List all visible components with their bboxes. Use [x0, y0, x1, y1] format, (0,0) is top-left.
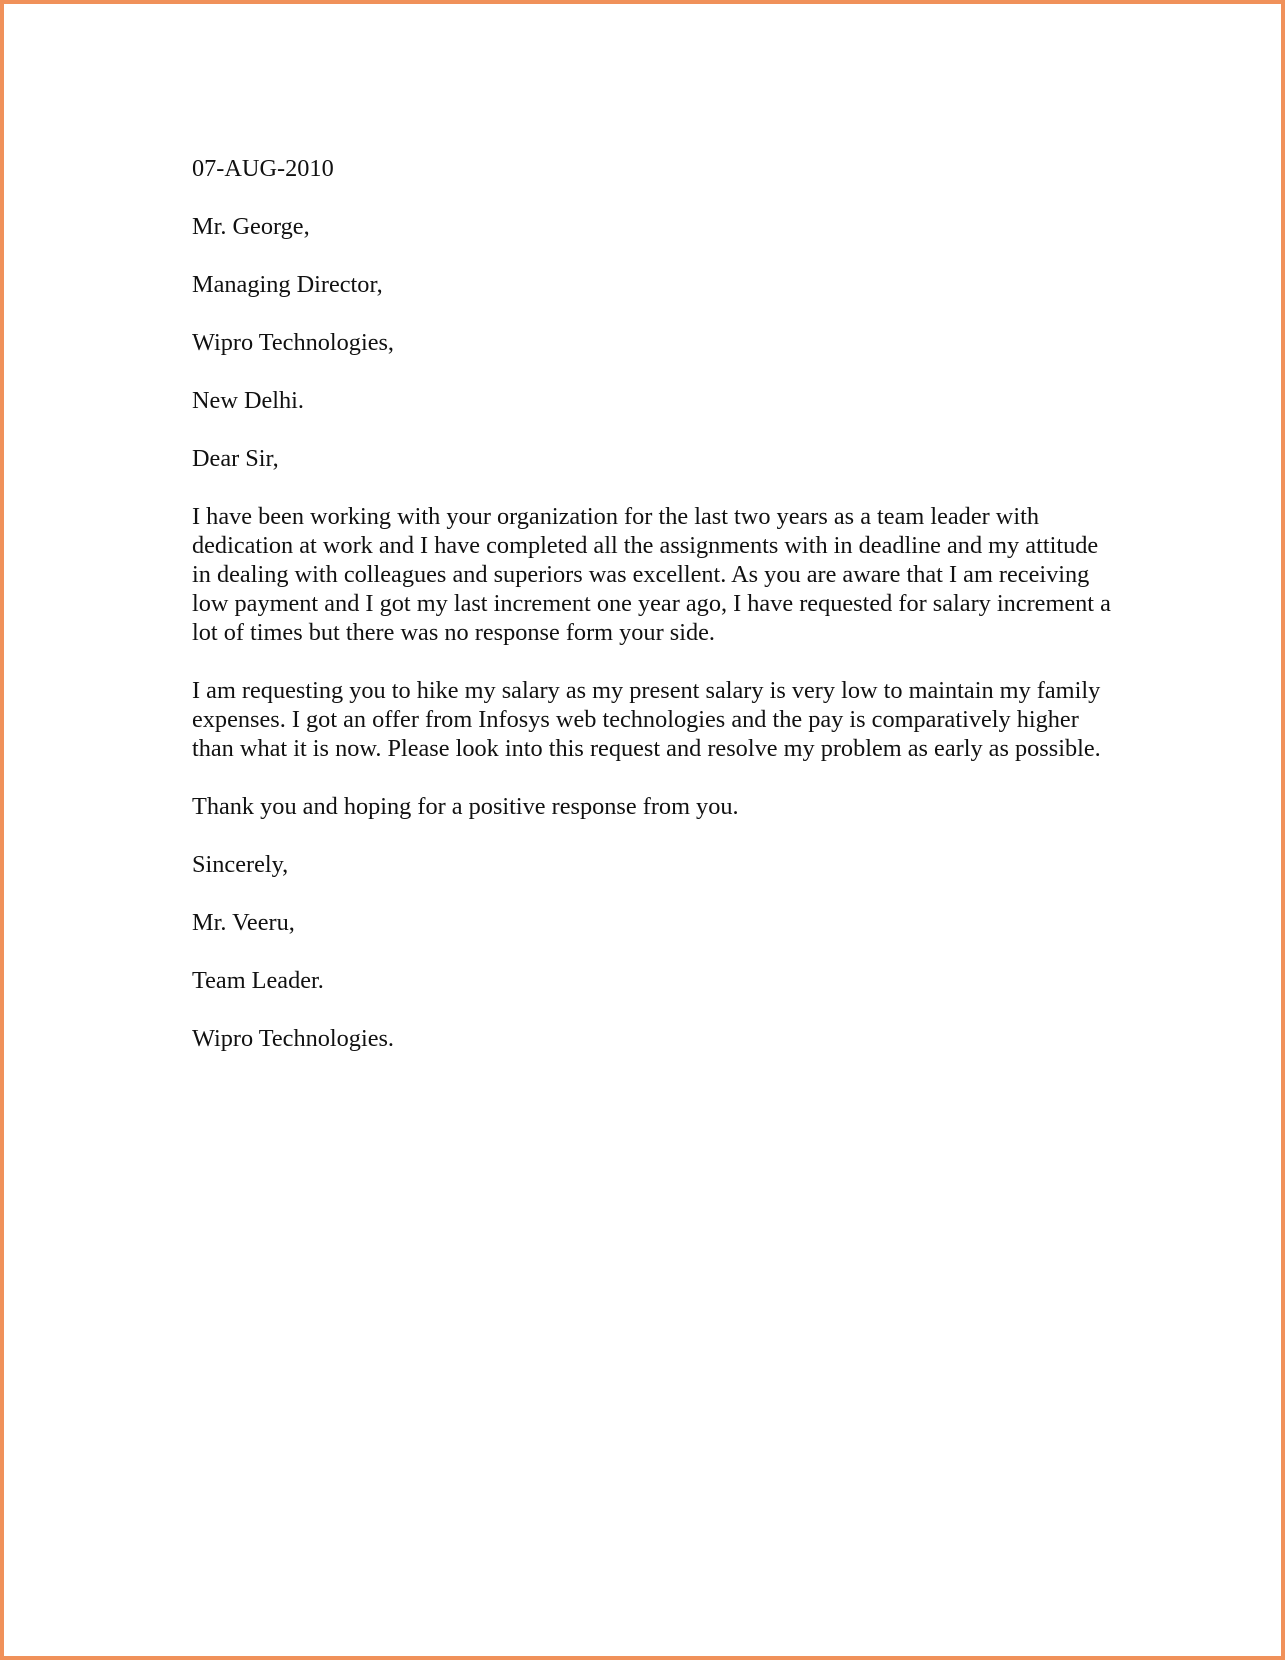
- recipient-name: Mr. George,: [192, 213, 310, 240]
- recipient-company: Wipro Technologies,: [192, 329, 395, 356]
- sender-company: Wipro Technologies.: [192, 1025, 395, 1052]
- body-paragraph-3: Thank you and hoping for a positive response from you.: [192, 793, 739, 820]
- sender-title: Team Leader.: [192, 967, 324, 994]
- recipient-title: Managing Director,: [192, 271, 383, 298]
- closing: Sincerely,: [192, 851, 289, 878]
- recipient-city: New Delhi.: [192, 387, 305, 414]
- body-paragraph-1: I have been working with your organization for the last two years as a team leader with dedication at work and I have completed all the assignments with in deadline and my attitude in dealing with colleagues and superiors was excellent. As you are aware that I am receiving low payment and I got my last increment one year ago, I have requested for salary increment a lot of times but there was no response form your side.: [192, 503, 1111, 646]
- salutation: Dear Sir,: [192, 445, 279, 472]
- letter-body: [192, 154, 1122, 1082]
- letter-date: 07-AUG-2010: [192, 155, 334, 182]
- body-paragraph-2: I am requesting you to hike my salary as my present salary is very low to maintain my family expenses. I got an offer from Infosys web technologies and the pay is comparatively higher than what it is now. Please look into this request and resolve my problem as early as possible.: [192, 677, 1101, 762]
- sender-name: Mr. Veeru,: [192, 909, 295, 936]
